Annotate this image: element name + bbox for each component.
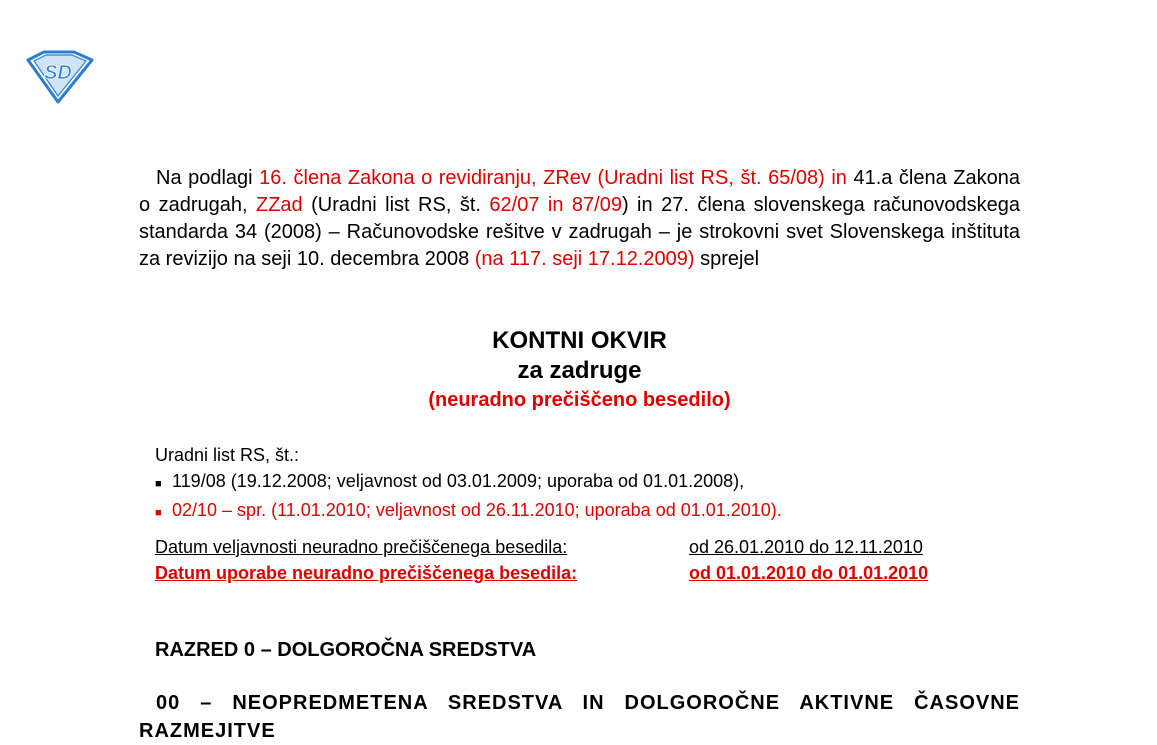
validity-label: Datum veljavnosti neuradno prečiščenega besedila: (155, 537, 568, 557)
bullet-icon: ■ (155, 478, 162, 490)
intro-text: ) in 27. člena slovenskega računovodskega standarda 34 (2008) – Računovodske rešitve v zadrugah – je strokovni svet Slovenskega inštituta za revizijo na seji 10. decembra 2008 (139, 194, 1020, 270)
group-heading: 00 – NEOPREDMETENA SREDSTVA IN DOLGOROČNE AKTIVNE ČASOVNE RAZMEJITVE (139, 692, 1020, 742)
dates-block (155, 534, 928, 586)
class-heading: RAZRED 0 – DOLGOROČNA SREDSTVA (155, 639, 537, 661)
use-value: od 01.01.2010 do 01.01.2010 (689, 563, 929, 583)
validity-value: od 26.01.2010 do 12.11.2010 (689, 537, 923, 557)
document-subtitle: za zadruge (517, 357, 642, 384)
intro-text: 41.a člena Zakona o zadrugah, (139, 167, 1020, 216)
svg-text:SD: SD (44, 62, 72, 84)
intro-text: (Uradni list RS, št. (302, 194, 490, 216)
gazette-list (155, 442, 782, 526)
intro-paragraph (139, 165, 1020, 273)
gazette-item (155, 468, 782, 497)
use-row (155, 560, 928, 586)
intro-text: Na podlagi (156, 167, 260, 189)
gazette-heading: Uradni list RS, št.: (155, 445, 300, 465)
gazette-item-text: 02/10 – spr. (11.01.2010; veljavnost od 26.11.2010; uporaba od 01.01.2010). (172, 500, 782, 520)
intro-amended-text: 16. člena Zakona o revidiranju, ZRev (Uradni list RS, št. 65/08) in (259, 167, 847, 189)
use-label: Datum uporabe neuradno prečiščenega besedila: (155, 563, 578, 583)
intro-amended-text: ZZad (255, 194, 303, 216)
title-block (139, 326, 1020, 414)
document-title: KONTNI OKVIR (492, 327, 667, 354)
intro-amended-text: (na 117. seji 17.12.2009) (474, 248, 695, 270)
gazette-item (155, 497, 782, 526)
logo-emblem (22, 50, 96, 104)
intro-text: sprejel (694, 248, 760, 270)
bullet-icon: ■ (155, 507, 162, 519)
unofficial-note: (neuradno prečiščeno besedilo) (428, 389, 731, 411)
intro-amended-text: 62/07 in 87/09 (489, 194, 622, 216)
gazette-item-text: 119/08 (19.12.2008; veljavnost od 03.01.2009; uporaba od 01.01.2008), (172, 471, 745, 491)
validity-row (155, 534, 928, 560)
